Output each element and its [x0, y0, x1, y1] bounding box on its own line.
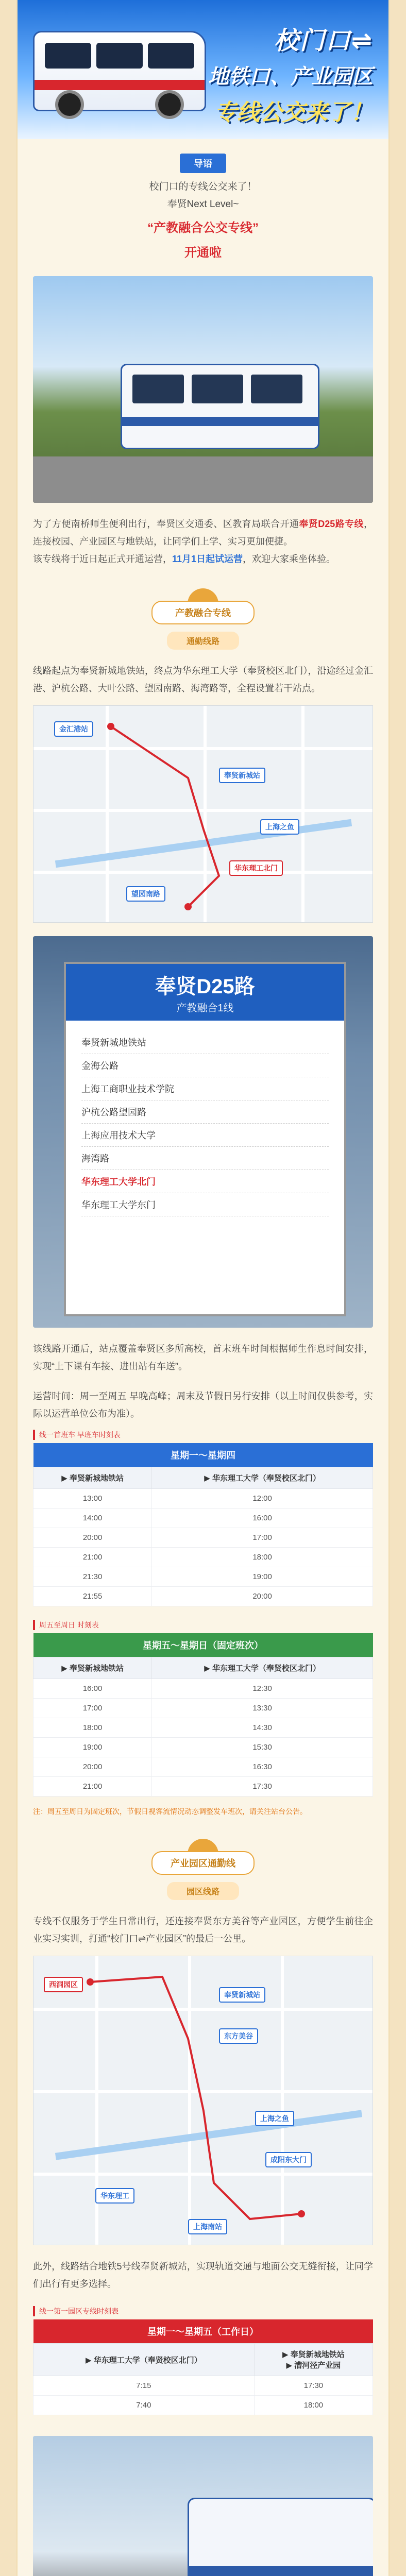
table1-col1: ▶ 奉贤新城地铁站 — [33, 1467, 152, 1489]
bus-boarding-photo — [33, 2436, 373, 2576]
stop-item: 华东理工大学北门 — [81, 1170, 329, 1193]
section-tag-1: 通勤线路 — [167, 632, 239, 650]
stop-item: 华东理工大学东门 — [81, 1193, 329, 1216]
para1-red: 奉贤D25路专线 — [299, 519, 364, 529]
intro-line-2: 奉贤Next Level~ — [167, 199, 239, 210]
hero-banner — [18, 0, 388, 139]
road — [33, 456, 373, 503]
map1-label-1: 奉贤新城站 — [219, 768, 265, 783]
table-row: 21:00 18:00 — [33, 1548, 373, 1567]
route-map-1 — [33, 705, 373, 923]
stop-item: 上海工商职业技术学院 — [81, 1077, 329, 1100]
timetable-2 — [33, 1633, 373, 1797]
table2-header: 星期五～星期日（固定班次） — [33, 1633, 373, 1657]
table3-col2a: ▶ 奉贤新城地铁站 — [282, 2350, 345, 2359]
paragraph-coverage: 该线路开通后，站点覆盖奉贤区多所高校，首末班车时间根据师生作息时间安排，实现“上下课有车接、进出站有车送”。 — [33, 1344, 373, 1371]
map2-label-1: 华东理工 — [95, 2188, 134, 2204]
table-row: 20:00 16:30 — [33, 1757, 373, 1777]
paragraph-hours: 运营时间：周一至周五 早晚高峰；周末及节假日另行安排（以上时间仅供参考，实际以运营单位公布为准）。 — [33, 1391, 373, 1419]
intro-line-1: 校门口的专线公交来了！ — [149, 181, 257, 192]
table2-caption: 周五至周日 时刻表 — [33, 1620, 373, 1630]
map2-label-0: 西洞园区 — [44, 1977, 83, 1992]
table1-col2: ▶ 华东理工大学（奉贤校区北门） — [152, 1467, 373, 1489]
table-row: 18:00 14:30 — [33, 1718, 373, 1738]
hero-title-line3: 专线公交来了！ — [214, 100, 373, 125]
map1-label-3: 上海之鱼 — [260, 819, 299, 835]
table-row: 20:00 17:00 — [33, 1528, 373, 1548]
hero-title — [208, 21, 373, 127]
map1-label-2: 华东理工北门 — [229, 860, 283, 876]
table-row: 19:00 15:30 — [33, 1738, 373, 1757]
bus-stop-sign-photo — [33, 936, 373, 1328]
route-line-1 — [33, 706, 373, 922]
map1-label-4: 望园南路 — [126, 886, 165, 902]
para1-text-d: ，欢迎大家乘坐体验。 — [243, 554, 336, 564]
section-heading-1 — [151, 588, 255, 624]
table3-header: 星期一～星期五（工作日） — [33, 2319, 373, 2344]
map2-label-3: 上海之鱼 — [255, 2111, 294, 2126]
intro-highlight-2: 开通啦 — [184, 246, 222, 260]
schedule-note: 注：周五至周日为固定班次，节假日视客流情况动态调整发车班次，请关注站台公告。 — [33, 1807, 307, 1816]
map2-label-6: 上海南站 — [188, 2219, 227, 2234]
route-name: 奉贤D25路 — [155, 975, 255, 998]
hero-title-line2: 地铁口、产业园区 — [208, 65, 373, 88]
intro-badge: 导语 — [180, 154, 226, 173]
table3-col2 — [254, 2344, 373, 2376]
section-title-1: 产教融合专线 — [151, 601, 255, 624]
timetable-1 — [33, 1443, 373, 1606]
table-row: 21:30 19:00 — [33, 1567, 373, 1587]
map2-label-2: 东方美谷 — [219, 2028, 258, 2044]
table2-col2: ▶ 华东理工大学（奉贤校区北门） — [152, 1657, 373, 1679]
route-line-2 — [33, 1956, 373, 2245]
table1-header: 星期一～星期四 — [33, 1443, 373, 1467]
table2-col1: ▶ 奉贤新城地铁站 — [33, 1657, 152, 1679]
table-row: 7:15 17:30 — [33, 2376, 373, 2396]
map2-label-5: 成阳东大门 — [265, 2152, 312, 2167]
paragraph-metro: 此外，线路结合地铁5号线奉贤新城站，实现轨道交通与地面公交无缝衔接，让同学们出行有更多选择。 — [33, 2261, 373, 2289]
paragraph-intro — [33, 515, 373, 568]
boarding-bus — [188, 2498, 373, 2576]
timetable-3 — [33, 2319, 373, 2415]
section-tag-2: 园区线路 — [167, 1882, 239, 1900]
section-heading-2 — [151, 1839, 255, 1875]
route-map-2 — [33, 1956, 373, 2245]
intro-highlight-1: “产教融合公交专线” — [147, 221, 259, 235]
stop-item: 海湾路 — [81, 1147, 329, 1170]
section-title-2: 产业园区通勤线 — [151, 1851, 255, 1875]
stop-board — [64, 962, 346, 1316]
table-row: 17:00 13:30 — [33, 1699, 373, 1718]
paragraph-industry: 专线不仅服务于学生日常出行，还连接奉贤东方美谷等产业园区，方便学生前往企业实习实训，打通“校门口⇌产业园区”的最后一公里。 — [33, 1916, 373, 1944]
stop-item: 沪杭公路望园路 — [81, 1100, 329, 1124]
para1-blue: 11月1日起试运营 — [172, 554, 243, 564]
paragraph-route: 线路起点为奉贤新城地铁站，终点为华东理工大学（奉贤校区北门），沿途经过金汇港、沪杭公路、大叶公路、望园南路、海湾路等，全程设置若干站点。 — [33, 666, 373, 693]
map1-label-0: 金汇港站 — [54, 721, 93, 737]
table-row: 16:00 12:30 — [33, 1679, 373, 1699]
bus-photo-bus — [121, 364, 319, 449]
stop-item: 奉贤新城地铁站 — [81, 1031, 329, 1054]
para1-text-c: 该专线将于近日起正式开通运营， — [33, 554, 172, 564]
hero-title-line1: 校门口⇌ — [274, 27, 373, 55]
para1-text-a: 为了方便南桥师生便利出行，奉贤区交通委、区教育局联合开通 — [33, 519, 299, 529]
table-row: 13:00 12:00 — [33, 1489, 373, 1509]
table-row: 14:00 16:00 — [33, 1509, 373, 1528]
table-row: 7:40 18:00 — [33, 2396, 373, 2415]
stop-item: 上海应用技术大学 — [81, 1124, 329, 1147]
bus-photo-launch — [33, 276, 373, 503]
stop-item: 金海公路 — [81, 1054, 329, 1077]
map2-label-4: 奉贤新城站 — [219, 1987, 265, 2003]
table3-col2b: ▶ 漕河泾产业园 — [286, 2361, 341, 2370]
article-page — [18, 0, 388, 2576]
hero-bus-illustration — [33, 31, 206, 111]
table3-caption: 线一第一园区专线时刻表 — [33, 2306, 373, 2316]
table-row: 21:55 20:00 — [33, 1587, 373, 1606]
route-subtitle: 产教融合1线 — [176, 1003, 234, 1014]
table3-col1: ▶ 华东理工大学（奉贤校区北门） — [33, 2344, 255, 2376]
table-row: 21:00 17:30 — [33, 1777, 373, 1797]
table1-caption: 线一首班车 早班车时刻表 — [33, 1430, 373, 1440]
para1-text-b: ，连接校园、产业园区与地铁站，让同学们上学、实习更加便捷。 — [33, 519, 373, 547]
